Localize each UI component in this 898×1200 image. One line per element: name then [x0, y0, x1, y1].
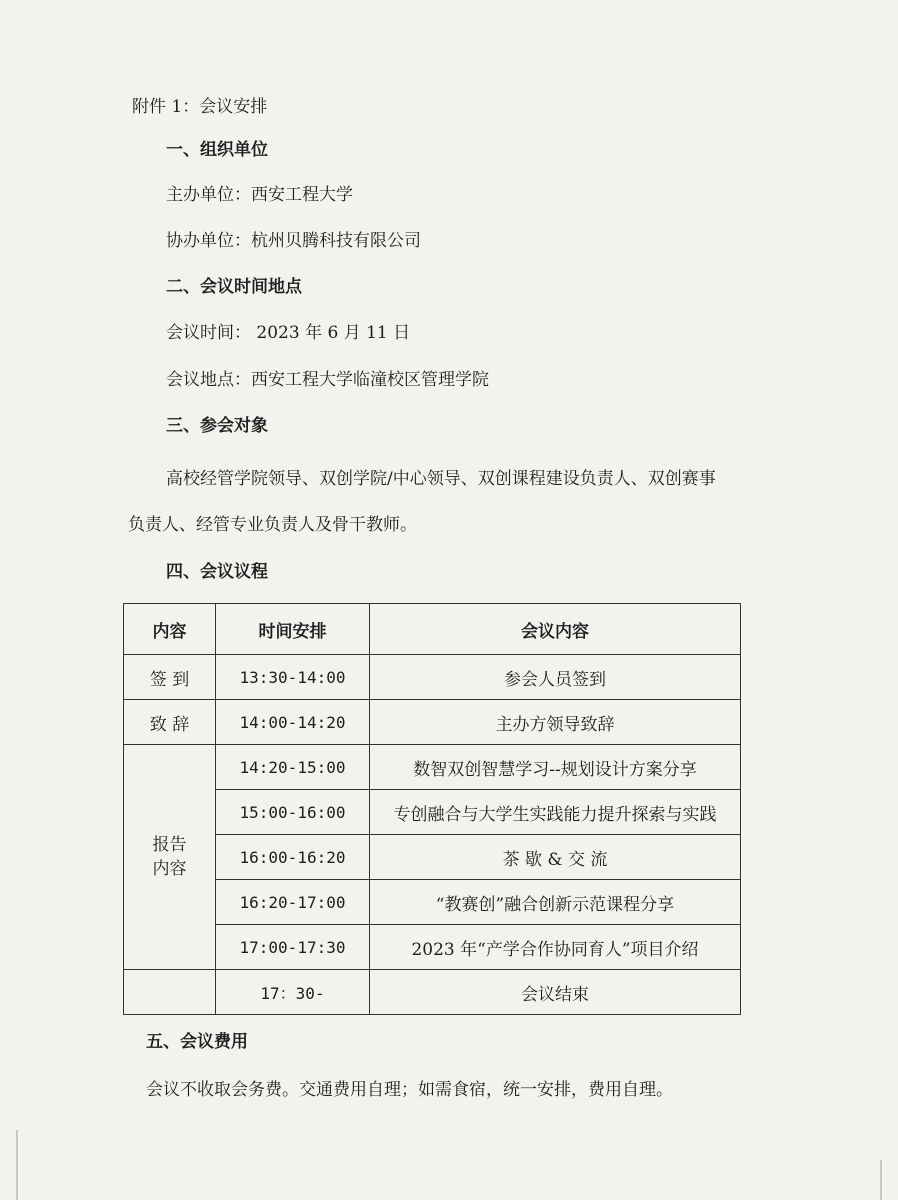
table-row [124, 835, 741, 880]
table-row [124, 745, 741, 790]
table-row [124, 925, 741, 970]
header-item: 内容 [124, 604, 216, 655]
row-content: 会议结束 [370, 970, 741, 1015]
header-content: 会议内容 [370, 604, 741, 655]
row-time: 17:00-17:30 [216, 925, 370, 970]
section-1-heading: 一、组织单位 [166, 140, 268, 160]
report-label-cell [124, 745, 216, 970]
row-time: 17：30- [216, 970, 370, 1015]
section-3-heading: 三、参会对象 [166, 416, 268, 436]
row-time: 14:20-15:00 [216, 745, 370, 790]
row-time: 15:00-16:00 [216, 790, 370, 835]
host-organizer: 主办单位：西安工程大学 [166, 185, 353, 205]
row-content: 茶 歇 & 交 流 [370, 835, 741, 880]
section-2-heading: 二、会议时间地点 [166, 277, 302, 297]
table-row [124, 880, 741, 925]
row-item: 致 辞 [124, 700, 216, 745]
section-5-heading: 五、会议费用 [146, 1032, 248, 1052]
row-content: 2023 年“产学合作协同育人”项目介绍 [370, 925, 741, 970]
attachment-title: 附件 1：会议安排 [132, 97, 268, 117]
scan-edge-left [16, 1130, 18, 1200]
row-content: “教赛创”融合创新示范课程分享 [370, 880, 741, 925]
row-content: 参会人员签到 [370, 655, 741, 700]
row-time: 16:00-16:20 [216, 835, 370, 880]
row-time: 16:20-17:00 [216, 880, 370, 925]
report-label-line-2: 内容 [152, 859, 187, 879]
table-row [124, 700, 741, 745]
agenda-table [123, 603, 741, 1015]
row-time: 14:00-14:20 [216, 700, 370, 745]
row-content: 主办方领导致辞 [370, 700, 741, 745]
meeting-place: 会议地点：西安工程大学临潼校区管理学院 [166, 370, 489, 390]
fee-text: 会议不收取会务费。交通费用自理；如需食宿，统一安排，费用自理。 [146, 1080, 673, 1100]
section-4-heading: 四、会议议程 [166, 562, 268, 582]
meeting-time: 会议时间： 2023 年 6 月 11 日 [166, 323, 411, 343]
row-content: 专创融合与大学生实践能力提升探索与实践 [370, 790, 741, 835]
table-row [124, 790, 741, 835]
table-row [124, 970, 741, 1015]
participants-line-1: 高校经管学院领导、双创学院/中心领导、双创课程建设负责人、双创赛事 [166, 469, 716, 489]
scan-edge-right [880, 1160, 882, 1200]
agenda-header-row [124, 604, 741, 655]
row-time: 13:30-14:00 [216, 655, 370, 700]
report-label-line-1: 报告 [152, 835, 187, 855]
row-item-empty [124, 970, 216, 1015]
row-item: 签 到 [124, 655, 216, 700]
header-time: 时间安排 [216, 604, 370, 655]
participants-line-2: 负责人、经管专业负责人及骨干教师。 [128, 515, 417, 535]
table-row [124, 655, 741, 700]
row-content: 数智双创智慧学习--规划设计方案分享 [370, 745, 741, 790]
co-organizer: 协办单位：杭州贝腾科技有限公司 [166, 231, 421, 251]
